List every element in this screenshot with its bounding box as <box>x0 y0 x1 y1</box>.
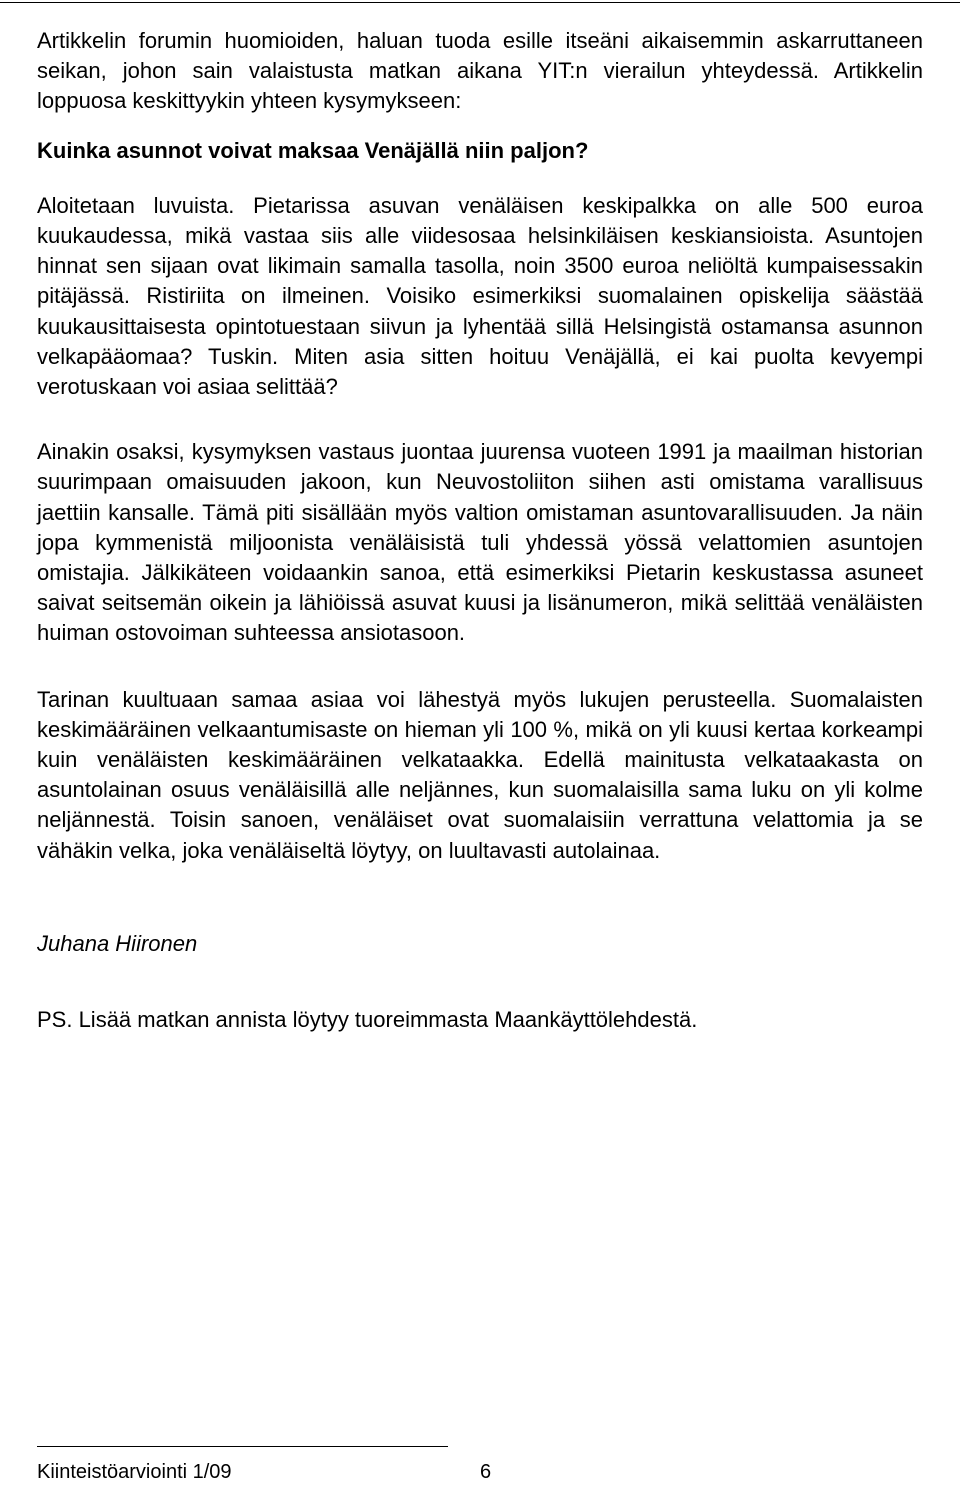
footer-publication: Kiinteistöarviointi 1/09 <box>37 1461 232 1483</box>
author-signature: Juhana Hiironen <box>37 930 198 956</box>
article-body <box>37 26 923 1035</box>
intro-paragraph: Artikkelin forumin huomioiden, haluan tuoda esille itseäni aikaisemmin askarruttaneen seikan, johon sain valaistusta matkan aikana YIT:n vierailun yhteydessä. Artikkelin loppuosa keskittyykin yhteen kysymykseen: <box>37 28 923 114</box>
paragraph-debt: Tarinan kuultuaan samaa asiaa voi lähestyä myös lukujen perusteella. Suomalaisten keskimääräinen velkaantumisaste on hieman yli 100 %, mikä on yli kuusi kertaa korkeampi kuin venäläisten keskimääräinen velkataakka. Edellä mainitusta velkataakasta on asuntolainan osuus venäläisillä alle neljännes, kun suomalaisilla sama luku on yli kolme neljännestä. Toisin sanoen, venäläiset ovat suomalaisiin verrattuna velattomia ja se vähäkin velka, joka venäläiseltä löytyy, on luultavasti autolainaa. <box>37 686 923 863</box>
paragraph-history: Ainakin osaksi, kysymyksen vastaus juontaa juurensa vuoteen 1991 ja maailman historian suurimpaan omaisuuden jakoon, kun Neuvostoliiton siihen asti omistama varallisuus jaettiin kansalle. Tämä piti sisällään myös valtion omistaman asuntovarallisuuden. Ja näin jopa kymmenistä miljoonista venäläisistä tuli yhdessä yössä velattomien asuntojen omistajia. Jälkikäteen voidaankin sanoa, että esimerkiksi Pietarin keskustassa asuneet saivat seitsemän oikein ja lähiöissä asuvat kuusi ja lisänumeron, mikä selittää venäläisten huiman ostovoiman suhteessa ansiotasoon. <box>37 439 923 646</box>
paragraph-figures: Aloitetaan luvuista. Pietarissa asuvan venäläisen keskipalkka on alle 500 euroa kuukaudessa, mikä vastaa siis alle viidesosaa helsinkiläisen keskiansioista. Asuntojen hinnat sen sijaan ovat likimain samalla tasolla, noin 3500 euroa neliöltä kumpaisessakin pitäjässä. Ristiriita on ilmeinen. Voisiko esimerkiksi suomalainen opiskelija säästää kuukausittaisesta opintotuestaan siivun ja lyhentää sillä Helsingistä ostamansa asunnon velkapääomaa? Tuskin. Miten asia sitten hoituu Venäjällä, ei kai puolta kevyempi verotuskaan voi asiaa selittää? <box>37 192 923 400</box>
page-number: 6 <box>480 1461 492 1483</box>
postscript: PS. Lisää matkan annista löytyy tuoreimmasta Maankäyttölehdestä. <box>37 1007 698 1033</box>
top-rule <box>0 2 960 3</box>
footer-rule <box>37 1446 448 1447</box>
article-question-heading: Kuinka asunnot voivat maksaa Venäjällä niin paljon? <box>37 137 589 163</box>
